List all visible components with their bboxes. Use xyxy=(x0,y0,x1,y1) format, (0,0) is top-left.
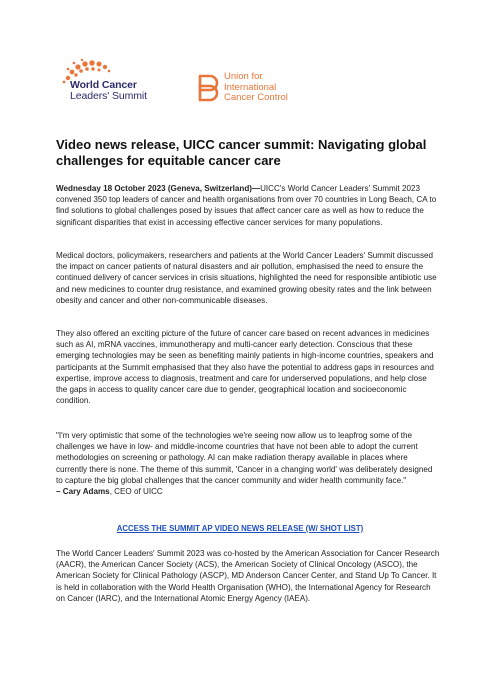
video-news-release-link[interactable]: ACCESS THE SUMMIT AP VIDEO NEWS RELEASE (W/ SHOT LIST) xyxy=(116,524,364,533)
paragraph-future: They also offered an exciting picture of the future of cancer care based on recent advances in medicines such as AI, mRNA vaccines, immunotherapy and multi-cancer early detection. Conscious that these emerging technologies may be seen as benefiting mainly patients in high-income countries, speakers and participants at the Summit emphasised that they also have the potential to address gaps in resources and expertise, improve access to diagnosis, treatment and care for underserved populations, and help close the gaps in access to quality cancer care due to gender, geographical location and socioeconomic condition. xyxy=(56,329,434,406)
paragraph-cohosts: The World Cancer Leaders' Summit 2023 was co-hosted by the American Association for Cancer Research (AACR), the American Cancer Society (ACS), the American Society of Clinical Oncology (ASCO), the American Society for Clinical Pathology (ASCP), MD Anderson Cancer Center, and Stand Up To Cancer. It is held in collaboration with the World Health Organisation (WHO), the International Agency for Research on Cancer (IARC), and the International Atomic Energy Agency (IAEA). xyxy=(56,549,440,603)
page-title: Video news release, UICC cancer summit: Navigating global challenges for equitable cancer care xyxy=(56,137,427,168)
uicc-logo xyxy=(196,72,306,106)
wcls-logo-line1: World Cancer xyxy=(70,79,137,91)
intro-body: UICC's World Cancer Leaders' Summit 2023 convened 350 top leaders of cancer and health organisations from over 70 countries in Long Beach, CA to find solutions to global challenges posed by issues that affect cancer care as well as how to reduce the significant disparities that exist in accessing effective cancer services for many populations. xyxy=(56,184,437,227)
paragraph-discussion: Medical doctors, policymakers, researchers and patients at the World Cancer Leaders' Summit discussed the impact on cancer patients of natural disasters and air pollution, emphasised the need to ensure the continued delivery of cancer services in crisis situations, highlighted the need for responsible antibiotic use and new medicines to counter drug resistance, and examined growing obesity rates and the link between obesity and cancer and other non-communicable diseases. xyxy=(56,251,437,305)
quote-text: "I'm very optimistic that some of the technologies we're seeing now allow us to leapfrog some of the challenges we have in low- and middle-income countries that have not been able to adopt the current methodologies on screening or pathology. AI can make radiation therapy available in places where currently there is none. The theme of this summit, 'Cancer in a changing world' was deliberately designed to capture the big global challenges that the cancer community and wider health community face." xyxy=(56,431,433,485)
quote-role: , CEO of UICC xyxy=(109,487,163,497)
dateline: Wednesday 18 October 2023 (Geneva, Switzerland)— xyxy=(56,184,261,193)
uicc-mark-icon xyxy=(196,73,220,103)
uicc-logo-line2: International xyxy=(224,81,277,93)
wcls-logo xyxy=(56,58,176,108)
quote-block xyxy=(56,430,440,497)
wcls-logo-line2: Leaders' Summit xyxy=(70,90,147,102)
uicc-logo-line3: Cancer Control xyxy=(224,92,288,103)
uicc-logo-line1: Union for xyxy=(224,71,263,82)
paragraph-intro xyxy=(56,183,440,228)
quote-author: – Cary Adams xyxy=(56,487,110,497)
